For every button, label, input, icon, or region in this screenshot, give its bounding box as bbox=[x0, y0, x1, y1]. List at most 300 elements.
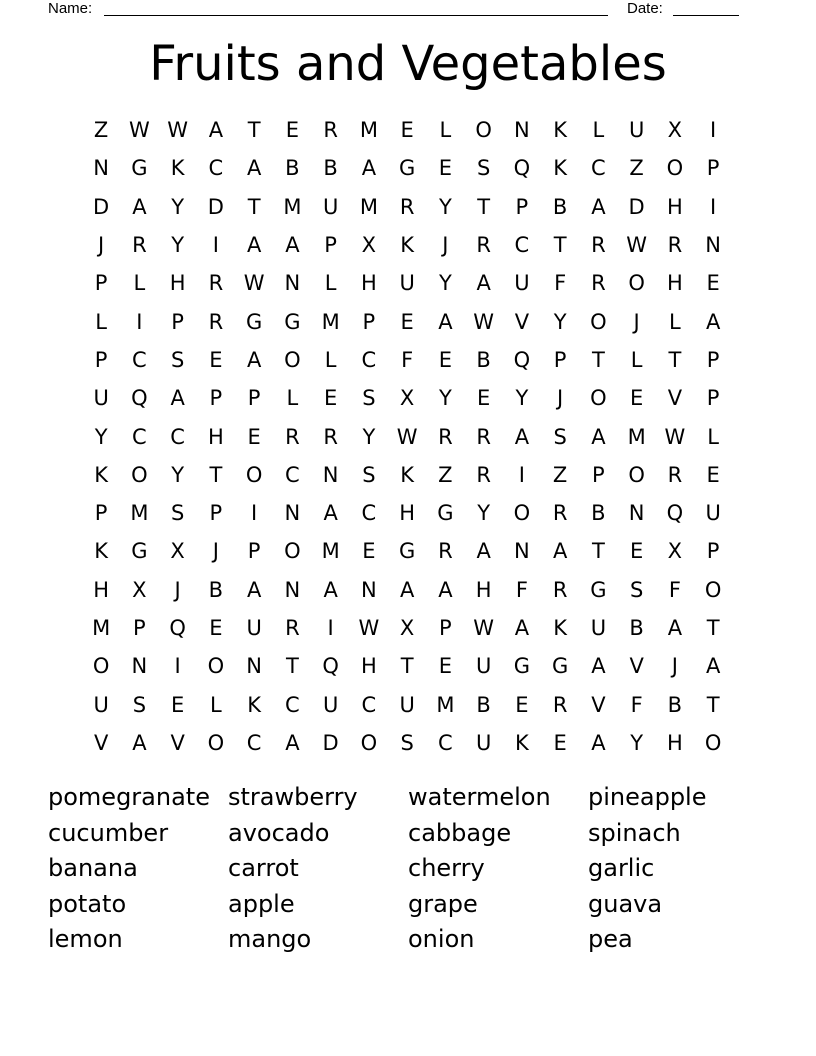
word-list-item: onion bbox=[408, 925, 475, 954]
word-list-item: avocado bbox=[228, 818, 330, 847]
grid-letter: Y bbox=[438, 271, 452, 296]
grid-letter: X bbox=[667, 539, 683, 564]
grid-letter: P bbox=[209, 501, 223, 526]
grid-letter: T bbox=[553, 233, 567, 258]
grid-letter: C bbox=[170, 424, 185, 449]
grid-letter: C bbox=[361, 501, 377, 526]
grid-letter: R bbox=[476, 462, 491, 487]
grid-letter: E bbox=[170, 692, 185, 717]
grid-letter: N bbox=[361, 577, 377, 602]
grid-letter: C bbox=[208, 156, 224, 181]
grid-letter: P bbox=[133, 616, 146, 640]
grid-letter: N bbox=[246, 654, 262, 679]
grid-letter: X bbox=[132, 577, 147, 602]
grid-letter: A bbox=[514, 424, 530, 449]
grid-letter: P bbox=[171, 309, 184, 334]
grid-letter: R bbox=[476, 233, 491, 258]
grid-letter: Q bbox=[131, 386, 148, 411]
grid-letter: R bbox=[552, 577, 568, 602]
grid-letter: F bbox=[515, 577, 528, 602]
grid-letter: V bbox=[629, 654, 644, 679]
grid-letter: R bbox=[132, 233, 147, 258]
grid-letter: T bbox=[400, 654, 414, 679]
grid-letter: L bbox=[630, 347, 643, 372]
word-list-item: cucumber bbox=[48, 818, 169, 847]
grid-letter: R bbox=[476, 424, 491, 449]
grid-letter: U bbox=[93, 386, 109, 411]
grid-letter: Y bbox=[171, 462, 185, 487]
grid-letter: Z bbox=[629, 156, 644, 181]
grid-letter: G bbox=[513, 654, 531, 679]
grid-letter: T bbox=[209, 462, 223, 487]
grid-letter: U bbox=[514, 271, 530, 296]
grid-letter: O bbox=[475, 118, 492, 143]
word-list-item: carrot bbox=[228, 854, 299, 883]
grid-letter: U bbox=[628, 118, 645, 143]
grid-letter: Q bbox=[513, 347, 531, 372]
grid-letter: H bbox=[475, 577, 492, 602]
grid-letter: O bbox=[284, 539, 301, 564]
grid-letter: F bbox=[668, 577, 681, 602]
grid-letter: U bbox=[322, 692, 339, 717]
grid-letter: J bbox=[174, 577, 181, 602]
grid-letter: U bbox=[399, 692, 415, 717]
grid-letter: O bbox=[245, 462, 263, 487]
grid-letter: J bbox=[98, 233, 105, 258]
grid-letter: S bbox=[400, 730, 414, 755]
word-list-item: pea bbox=[588, 925, 633, 954]
grid-letter: A bbox=[438, 309, 453, 334]
grid-letter: E bbox=[247, 424, 261, 449]
grid-letter: P bbox=[706, 347, 720, 372]
grid-letter: P bbox=[706, 539, 720, 564]
grid-letter: A bbox=[705, 309, 721, 334]
grid-letter: W bbox=[128, 118, 150, 143]
grid-letter: N bbox=[322, 462, 339, 487]
grid-letter: W bbox=[473, 616, 494, 640]
grid-letter: N bbox=[284, 501, 301, 526]
grid-letter: H bbox=[360, 654, 377, 679]
grid-letter: G bbox=[284, 309, 301, 334]
grid-letter: O bbox=[590, 386, 607, 411]
grid-letter: O bbox=[628, 271, 645, 296]
grid-letter: X bbox=[170, 539, 185, 564]
grid-letter: K bbox=[170, 156, 185, 181]
grid-letter: G bbox=[551, 654, 569, 679]
grid-letter: G bbox=[398, 539, 416, 564]
grid-letter: O bbox=[666, 156, 684, 181]
grid-letter: D bbox=[93, 194, 110, 219]
grid-letter: M bbox=[359, 118, 378, 143]
grid-letter: V bbox=[591, 692, 606, 717]
grid-letter: A bbox=[591, 730, 606, 755]
grid-letter: I bbox=[518, 462, 525, 487]
grid-letter: R bbox=[208, 309, 224, 334]
grid-letter: O bbox=[704, 577, 722, 602]
word-list-item: pineapple bbox=[588, 783, 707, 811]
grid-letter: Y bbox=[438, 194, 452, 219]
grid-letter: T bbox=[668, 347, 682, 372]
grid-letter: S bbox=[629, 577, 644, 602]
grid-letter: L bbox=[707, 424, 719, 449]
grid-letter: R bbox=[285, 616, 300, 640]
grid-letter: U bbox=[322, 194, 339, 219]
grid-letter: O bbox=[704, 730, 722, 755]
word-search-grid bbox=[82, 111, 732, 762]
grid-letter: N bbox=[628, 501, 645, 526]
grid-letter: K bbox=[553, 156, 568, 181]
grid-letter: H bbox=[207, 424, 224, 449]
grid-letter: C bbox=[132, 424, 147, 449]
grid-letter: P bbox=[324, 233, 337, 258]
grid-letter: Z bbox=[438, 462, 453, 487]
grid-letter: A bbox=[170, 386, 185, 411]
grid-letter: B bbox=[323, 156, 338, 181]
grid-letter: W bbox=[243, 271, 265, 296]
grid-letter: N bbox=[705, 233, 721, 258]
grid-letter: O bbox=[92, 654, 110, 679]
grid-letter: B bbox=[552, 194, 568, 219]
word-list-item: guava bbox=[588, 889, 663, 918]
grid-letter: C bbox=[132, 347, 147, 372]
grid-letter: W bbox=[396, 424, 418, 449]
grid-letter: E bbox=[400, 118, 414, 143]
grid-letter: A bbox=[591, 194, 606, 219]
grid-letter: J bbox=[442, 233, 449, 258]
grid-letter: B bbox=[591, 501, 606, 526]
word-list-item: apple bbox=[228, 889, 295, 918]
grid-letter: R bbox=[285, 424, 300, 449]
grid-letter: Y bbox=[362, 424, 376, 449]
grid-letter: B bbox=[629, 616, 644, 640]
grid-letter: S bbox=[170, 347, 185, 372]
grid-letter: Y bbox=[630, 730, 644, 755]
grid-letter: E bbox=[553, 730, 567, 755]
grid-letter: Q bbox=[169, 616, 186, 640]
grid-letter: E bbox=[209, 347, 223, 372]
grid-letter: O bbox=[590, 309, 607, 334]
grid-letter: E bbox=[438, 156, 453, 181]
grid-letter: U bbox=[246, 616, 262, 640]
grid-letter: X bbox=[399, 616, 415, 640]
grid-letter: W bbox=[473, 309, 494, 334]
grid-letter: S bbox=[170, 501, 185, 526]
word-list-item: pomegranate bbox=[48, 783, 210, 811]
grid-letter: M bbox=[436, 692, 455, 717]
grid-letter: A bbox=[399, 577, 415, 602]
grid-letter: V bbox=[514, 309, 530, 334]
grid-letter: O bbox=[207, 730, 225, 755]
grid-letter: A bbox=[705, 654, 721, 679]
grid-letter: Q bbox=[513, 156, 531, 181]
grid-letter: M bbox=[283, 194, 302, 219]
date-label: Date: bbox=[627, 0, 663, 17]
grid-letter: O bbox=[131, 462, 148, 487]
grid-letter: T bbox=[706, 616, 720, 640]
grid-letter: T bbox=[477, 194, 491, 219]
word-list-item: cabbage bbox=[408, 818, 512, 847]
grid-letter: F bbox=[401, 347, 414, 372]
grid-letter: U bbox=[399, 271, 415, 296]
grid-letter: S bbox=[476, 156, 491, 181]
grid-letter: K bbox=[400, 233, 415, 258]
grid-letter: T bbox=[285, 654, 299, 679]
grid-letter: A bbox=[285, 233, 300, 258]
grid-letter: L bbox=[210, 692, 222, 717]
grid-letter: Q bbox=[666, 501, 684, 526]
grid-letter: E bbox=[629, 386, 644, 411]
grid-letter: H bbox=[666, 730, 683, 755]
grid-letter: A bbox=[285, 730, 300, 755]
grid-letter: W bbox=[358, 616, 380, 640]
grid-letter: I bbox=[136, 309, 143, 334]
grid-letter: I bbox=[212, 233, 219, 258]
grid-letter: O bbox=[513, 501, 531, 526]
grid-letter: E bbox=[438, 654, 453, 679]
grid-letter: R bbox=[552, 501, 568, 526]
grid-letter: B bbox=[476, 692, 491, 717]
word-list-item: lemon bbox=[48, 925, 123, 954]
grid-letter: A bbox=[246, 347, 262, 372]
grid-letter: V bbox=[170, 730, 185, 755]
grid-letter: H bbox=[360, 271, 377, 296]
grid-letter: H bbox=[169, 271, 186, 296]
grid-letter: E bbox=[400, 309, 414, 334]
date-blank-line bbox=[673, 0, 739, 16]
grid-letter: W bbox=[167, 118, 188, 143]
grid-letter: P bbox=[592, 462, 605, 487]
grid-letter: P bbox=[706, 156, 720, 181]
grid-letter: N bbox=[284, 577, 301, 602]
grid-letter: W bbox=[664, 424, 686, 449]
grid-letter: G bbox=[131, 539, 148, 564]
grid-letter: P bbox=[439, 616, 452, 640]
grid-letter: K bbox=[247, 692, 262, 717]
grid-letter: P bbox=[94, 501, 108, 526]
grid-letter: A bbox=[476, 271, 491, 296]
grid-letter: L bbox=[133, 271, 146, 296]
grid-letter: A bbox=[323, 501, 338, 526]
grid-letter: A bbox=[323, 577, 338, 602]
grid-letter: X bbox=[667, 118, 683, 143]
word-list-item: watermelon bbox=[408, 783, 551, 811]
grid-letter: K bbox=[94, 462, 109, 487]
grid-letter: D bbox=[207, 194, 224, 219]
grid-letter: R bbox=[591, 233, 606, 258]
grid-letter: H bbox=[399, 501, 416, 526]
grid-letter: J bbox=[212, 539, 219, 564]
grid-letter: X bbox=[361, 233, 377, 258]
grid-letter: T bbox=[247, 194, 261, 219]
grid-letter: N bbox=[284, 271, 301, 296]
grid-letter: F bbox=[554, 271, 567, 296]
grid-letter: M bbox=[92, 616, 111, 640]
grid-letter: P bbox=[362, 309, 376, 334]
grid-letter: A bbox=[246, 156, 262, 181]
grid-letter: M bbox=[359, 194, 378, 219]
grid-letter: A bbox=[591, 654, 606, 679]
word-list-item: mango bbox=[228, 925, 312, 954]
name-blank-line bbox=[104, 0, 608, 16]
grid-letter: C bbox=[591, 156, 606, 181]
grid-letter: M bbox=[321, 539, 340, 564]
grid-letter: A bbox=[514, 616, 530, 640]
grid-letter: U bbox=[475, 654, 492, 679]
grid-letter: Z bbox=[552, 462, 568, 487]
grid-letter: Q bbox=[322, 654, 339, 679]
grid-letter: R bbox=[438, 424, 453, 449]
grid-letter: T bbox=[591, 539, 605, 564]
grid-letter: A bbox=[208, 118, 224, 143]
grid-letter: L bbox=[95, 309, 107, 334]
grid-letter: H bbox=[666, 271, 683, 296]
grid-letter: E bbox=[706, 462, 720, 487]
grid-letter: R bbox=[552, 692, 568, 717]
grid-letter: A bbox=[552, 539, 568, 564]
grid-letter: Y bbox=[438, 386, 452, 411]
grid-letter: M bbox=[321, 309, 340, 334]
grid-letter: A bbox=[132, 194, 147, 219]
grid-letter: I bbox=[251, 501, 258, 526]
grid-letter: T bbox=[247, 118, 261, 143]
grid-letter: A bbox=[438, 577, 453, 602]
grid-letter: O bbox=[628, 462, 645, 487]
grid-letter: G bbox=[590, 577, 607, 602]
grid-letter: C bbox=[438, 730, 453, 755]
grid-letter: N bbox=[93, 156, 109, 181]
grid-letter: C bbox=[514, 233, 530, 258]
grid-letter: Z bbox=[93, 118, 109, 143]
grid-letter: D bbox=[322, 730, 339, 755]
grid-letter: Y bbox=[515, 386, 529, 411]
grid-letter: L bbox=[592, 118, 605, 143]
grid-letter: C bbox=[361, 347, 377, 372]
grid-letter: P bbox=[94, 271, 108, 296]
grid-letter: O bbox=[284, 347, 301, 372]
grid-letter: L bbox=[286, 386, 299, 411]
grid-letter: U bbox=[93, 692, 109, 717]
grid-letter: R bbox=[323, 118, 338, 143]
word-list-item: strawberry bbox=[228, 783, 358, 811]
grid-letter: E bbox=[629, 539, 644, 564]
grid-letter: A bbox=[246, 577, 262, 602]
grid-letter: R bbox=[208, 271, 224, 296]
grid-letter: A bbox=[246, 233, 262, 258]
grid-letter: B bbox=[285, 156, 300, 181]
grid-letter: C bbox=[285, 692, 300, 717]
grid-letter: E bbox=[323, 386, 338, 411]
grid-letter: R bbox=[591, 271, 606, 296]
grid-letter: R bbox=[438, 539, 453, 564]
word-list-item: cherry bbox=[408, 854, 485, 883]
grid-letter: S bbox=[553, 424, 567, 449]
word-list-item: potato bbox=[48, 889, 127, 918]
grid-letter: C bbox=[361, 692, 377, 717]
grid-letter: S bbox=[362, 386, 376, 411]
grid-letter: Y bbox=[477, 501, 491, 526]
grid-letter: Y bbox=[171, 194, 185, 219]
grid-letter: C bbox=[285, 462, 300, 487]
grid-letter: J bbox=[557, 386, 564, 411]
grid-letter: A bbox=[361, 156, 377, 181]
grid-letter: J bbox=[633, 309, 640, 334]
grid-letter: Y bbox=[94, 424, 108, 449]
grid-letter: G bbox=[437, 501, 454, 526]
grid-letter: G bbox=[245, 309, 263, 334]
grid-letter: L bbox=[669, 309, 681, 334]
word-list-item: banana bbox=[48, 854, 138, 883]
grid-letter: N bbox=[514, 118, 530, 143]
grid-letter: K bbox=[553, 118, 568, 143]
grid-letter: H bbox=[666, 194, 683, 219]
grid-letter: U bbox=[590, 616, 607, 640]
grid-letter: M bbox=[130, 501, 149, 526]
grid-letter: Y bbox=[553, 309, 567, 334]
grid-letter: H bbox=[93, 577, 110, 602]
grid-letter: P bbox=[94, 347, 108, 372]
grid-letter: K bbox=[94, 539, 109, 564]
grid-letter: W bbox=[626, 233, 647, 258]
grid-letter: P bbox=[553, 347, 567, 372]
grid-letter: A bbox=[667, 616, 683, 640]
grid-letter: R bbox=[667, 462, 683, 487]
grid-letter: K bbox=[553, 616, 568, 640]
grid-letter: I bbox=[174, 654, 181, 679]
header bbox=[48, 0, 748, 20]
grid-letter: R bbox=[399, 194, 415, 219]
grid-letter: B bbox=[667, 692, 683, 717]
grid-letter: A bbox=[476, 539, 491, 564]
grid-letter: L bbox=[324, 271, 337, 296]
grid-letter: J bbox=[671, 654, 678, 679]
word-list-item: spinach bbox=[588, 818, 681, 847]
grid-letter: A bbox=[132, 730, 147, 755]
grid-letter: B bbox=[208, 577, 224, 602]
grid-letter: E bbox=[438, 347, 453, 372]
grid-letter: G bbox=[131, 156, 148, 181]
grid-letter: M bbox=[627, 424, 646, 449]
grid-letter: P bbox=[247, 539, 261, 564]
grid-letter: T bbox=[706, 692, 720, 717]
grid-letter: K bbox=[514, 730, 529, 755]
grid-letter: G bbox=[398, 156, 416, 181]
grid-letter: E bbox=[209, 616, 223, 640]
grid-letter: P bbox=[247, 386, 261, 411]
name-label: Name: bbox=[48, 0, 93, 17]
grid-letter: B bbox=[476, 347, 491, 372]
grid-letter: U bbox=[475, 730, 492, 755]
word-list-item: garlic bbox=[588, 854, 655, 883]
grid-letter: K bbox=[400, 462, 415, 487]
grid-letter: D bbox=[628, 194, 645, 219]
grid-letter: U bbox=[705, 501, 721, 526]
grid-letter: T bbox=[591, 347, 605, 372]
grid-letter: F bbox=[630, 692, 643, 717]
grid-letter: P bbox=[209, 386, 223, 411]
grid-letter: O bbox=[207, 654, 225, 679]
grid-letter: S bbox=[132, 692, 147, 717]
grid-letter: R bbox=[667, 233, 683, 258]
grid-letter: P bbox=[706, 386, 720, 411]
grid-letter: E bbox=[515, 692, 529, 717]
grid-letter: N bbox=[131, 654, 148, 679]
grid-letter: O bbox=[360, 730, 378, 755]
grid-letter: S bbox=[362, 462, 376, 487]
grid-letter: N bbox=[514, 539, 530, 564]
word-list-item: grape bbox=[408, 889, 478, 918]
page-title: Fruits and Vegetables bbox=[149, 36, 667, 92]
grid-letter: E bbox=[476, 386, 491, 411]
